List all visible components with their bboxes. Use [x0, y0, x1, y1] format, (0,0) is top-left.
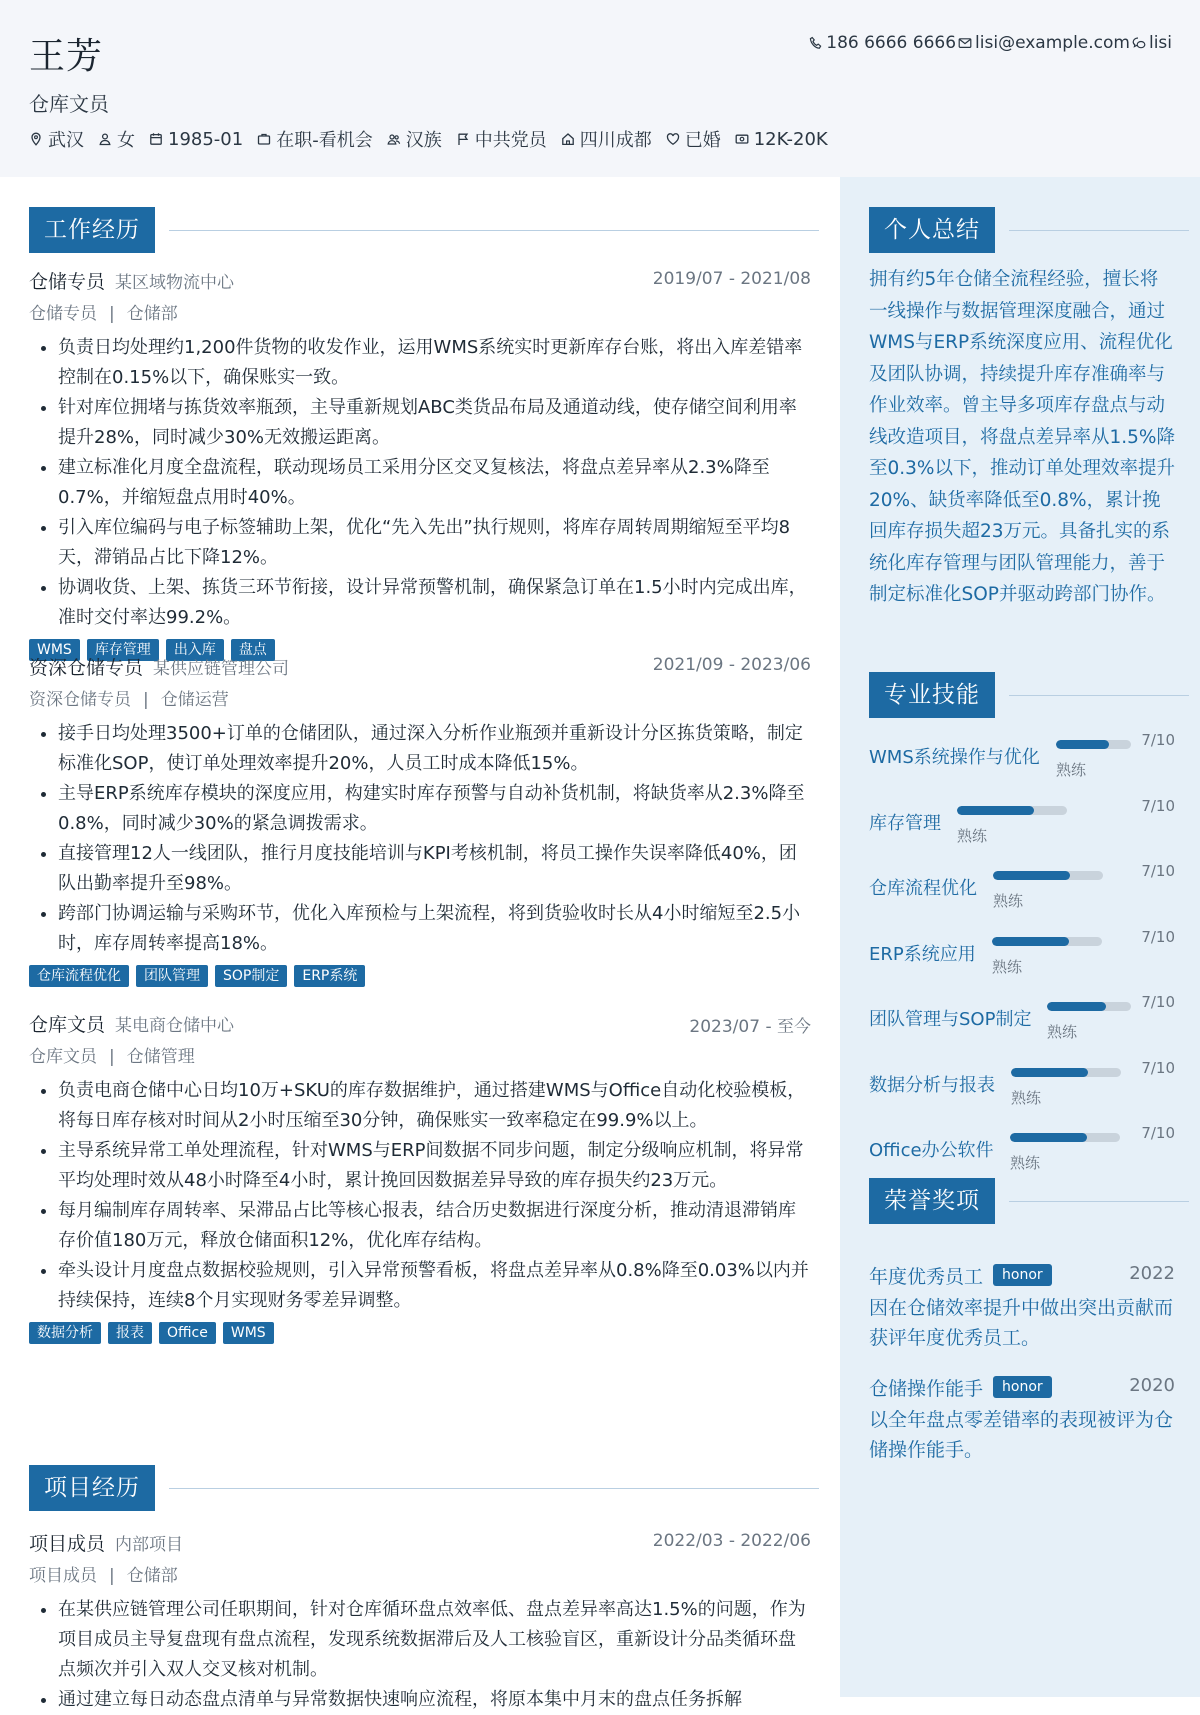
skills-heading: 专业技能 — [869, 672, 1189, 718]
skill-progress-bar — [992, 937, 1102, 946]
list-item: • 针对库位拥堵与拣货效率瓶颈，主导重新规划ABC类货品布局及通道动线，使存储空间利用率提升28%，同时减少30%无效搬运距离。 — [58, 393, 811, 453]
info-status: 在职-看机会 — [257, 126, 373, 152]
list-item: • 建立标准化月度全盘流程，联动现场员工采用分区交叉复核法，将盘点差异率从2.3%降至0.7%，并缩短盘点用时40%。 — [58, 453, 811, 513]
skill-progress-fill — [1047, 1002, 1106, 1011]
project-heading: 项目经历 — [29, 1465, 819, 1511]
award-name: 仓储操作能手 — [869, 1377, 984, 1400]
skill-name: 仓库流程优化 — [869, 878, 977, 899]
skill-level: 熟练 — [957, 826, 988, 845]
summary-text: 拥有约5年仓储全流程经验，擅长将一线操作与数据管理深度融合，通过WMS与ERP系统深度应用、流程优化及团队协调，持续提升库存准确率与作业效率。曾主导多项库存盘点与动线改造项目，将盘点差异率从1.5%降至0.3%以下，推动订单处理效率提升20%、缺货率降低至0.8%，累计挽回库存损失超23万元。具备扎实的系统化库存管理与团队管理能力，善于制定标准化SOP并驱动跨部门协作。 — [869, 269, 1176, 605]
skill-progress-bar — [993, 871, 1103, 880]
flag-icon — [456, 132, 470, 146]
award-desc: 因在仓储效率提升中做出突出贡献而获评年度优秀员工。 — [869, 1297, 1174, 1349]
skill-score: 7/10 — [1141, 927, 1175, 946]
tag: 团队管理 — [136, 965, 208, 987]
tag: 仓库流程优化 — [29, 965, 129, 987]
contact-email[interactable]: lisi@example.com — [958, 33, 1130, 53]
divider — [169, 230, 819, 231]
skill-item — [869, 862, 1175, 922]
project-entry — [29, 1529, 811, 1715]
award-year: 2020 — [1129, 1375, 1175, 1396]
skill-item — [869, 1059, 1175, 1119]
skill-name: 团队管理与SOP制定 — [869, 1009, 1032, 1030]
award-desc: 以全年盘点零差错率的表现被评为仓储操作能手。 — [869, 1409, 1174, 1461]
info-political: 中共党员 — [456, 126, 547, 152]
tag: ERP系统 — [294, 965, 365, 987]
project-company: 内部项目 — [115, 1535, 184, 1555]
job-company: 某电商仓储中心 — [115, 1016, 235, 1036]
job-entry — [29, 653, 811, 987]
contact-row — [809, 33, 1172, 53]
skill-level: 熟练 — [1010, 1154, 1041, 1172]
salary-icon — [735, 132, 749, 146]
job-bullets — [29, 1076, 811, 1316]
skill-score: 7/10 — [1141, 1124, 1175, 1142]
tag-list — [29, 1322, 811, 1344]
mail-icon — [958, 36, 972, 50]
project-bullets — [29, 1595, 811, 1715]
contact-phone[interactable]: 186 6666 6666 — [809, 33, 956, 53]
summary-heading: 个人总结 — [869, 207, 1189, 253]
sidebar — [840, 177, 1200, 1697]
award-item — [869, 1371, 1175, 1465]
skill-progress-fill — [993, 871, 1070, 880]
list-item: • 每月编制库存周转率、呆滞品占比等核心报表，结合历史数据进行深度分析，推动清退滞销库存价值180万元，释放仓储面积12%，优化库存结构。 — [58, 1196, 811, 1256]
divider — [1009, 695, 1189, 696]
skill-name: WMS系统操作与优化 — [869, 747, 1040, 768]
award-badge: honor — [993, 1376, 1052, 1398]
skill-progress-bar — [1047, 1002, 1131, 1011]
work-heading: 工作经历 — [29, 207, 819, 253]
list-item: • 在某供应链管理公司任职期间，针对仓库循环盘点效率低、盘点差异率高达1.5%的问题，作为项目成员主导复盘现有盘点流程，发现系统数据滞后及人工核验盲区，重新设计分品类循环盘点频次并引入双人交叉核对机制。 — [58, 1595, 811, 1685]
award-name: 年度优秀员工 — [869, 1265, 984, 1288]
job-company: 某区域物流中心 — [115, 273, 235, 293]
skill-progress-fill — [1056, 740, 1109, 749]
skill-name: ERP系统应用 — [869, 943, 976, 965]
skill-score: 7/10 — [1141, 993, 1175, 1011]
list-item: • 引入库位编码与电子标签辅助上架，优化“先入先出”执行规则，将库存周转周期缩短至平均8天，滞销品占比下降12%。 — [58, 513, 811, 573]
award-year: 2022 — [1129, 1263, 1175, 1284]
award-badge: honor — [993, 1264, 1052, 1286]
people-icon — [387, 132, 401, 146]
list-item: • 跨部门协调运输与采购环节，优化入库预检与上架流程，将到货验收时长从4小时缩短至2.5小时，库存周转率提高18%。 — [58, 899, 811, 959]
job-date: 2019/07 - 2021/08 — [652, 269, 811, 289]
job-company: 某供应链管理公司 — [153, 659, 290, 679]
skill-progress-fill — [1010, 1133, 1087, 1142]
tag: WMS — [29, 639, 80, 661]
skill-level: 熟练 — [993, 892, 1024, 910]
list-item: • 主导ERP系统库存模块的深度应用，构建实时库存预警与自动补货机制，将缺货率从2.3%降至0.8%，同时减少30%的紧急调拨需求。 — [58, 779, 811, 839]
wechat-icon — [1132, 36, 1146, 50]
divider — [1009, 230, 1189, 231]
skill-score: 7/10 — [1141, 862, 1175, 880]
skill-item — [869, 731, 1175, 791]
resume-header — [0, 0, 1200, 177]
skill-level: 熟练 — [1056, 761, 1087, 779]
skill-progress-fill — [992, 937, 1069, 946]
tag: 库存管理 — [87, 639, 159, 661]
list-item: • 通过建立每日动态盘点清单与异常数据快速响应流程，将原本集中月末的盘点任务拆解 — [58, 1685, 811, 1715]
calendar-icon — [149, 132, 163, 146]
list-item: • 负责电商仓储中心日均10万+SKU的库存数据维护，通过搭建WMS与Office自动化校验模板，将每日库存核对时间从2小时压缩至30分钟，确保账实一致率稳定在99.9%以上。 — [58, 1076, 811, 1136]
job-subtitle: 仓库文员 | 仓储管理 — [29, 1047, 195, 1067]
info-location: 武汉 — [29, 126, 84, 152]
candidate-name: 王芳 — [29, 36, 104, 77]
project-title: 项目成员 — [29, 1533, 106, 1555]
tag: 报表 — [108, 1322, 152, 1344]
phone-icon — [809, 36, 823, 50]
info-gender: 女 — [98, 126, 135, 152]
job-subtitle: 仓储专员 | 仓储部 — [29, 304, 178, 324]
job-bullets — [29, 719, 811, 959]
skill-progress-bar — [1056, 740, 1131, 749]
project-subtitle: 项目成员 | 仓储部 — [29, 1566, 178, 1586]
list-item: • 协调收货、上架、拣货三环节衔接，设计异常预警机制，确保紧急订单在1.5小时内完成出库，准时交付率达99.2%。 — [58, 573, 811, 633]
personal-info-row — [29, 126, 828, 152]
skill-score: 7/10 — [1141, 731, 1175, 749]
skill-level: 熟练 — [1011, 1088, 1042, 1107]
list-item: • 主导系统异常工单处理流程，针对WMS与ERP间数据不同步问题，制定分级响应机制，将异常平均处理时效从48小时降至4小时，累计挽回因数据差异导致的库存损失约23万元。 — [58, 1136, 811, 1196]
tag-list — [29, 965, 811, 987]
skill-progress-fill — [957, 806, 1034, 815]
tag: Office — [159, 1322, 216, 1344]
skill-level: 熟练 — [1047, 1023, 1078, 1041]
skill-name: 数据分析与报表 — [869, 1074, 995, 1096]
list-item: • 牵头设计月度盘点数据校验规则，引入异常预警看板，将盘点差异率从0.8%降至0.03%以内并持续保持，连续8个月实现财务零差异调整。 — [58, 1256, 811, 1316]
tag: 数据分析 — [29, 1322, 101, 1344]
job-title: 仓库文员 — [29, 1014, 106, 1036]
info-salary: 12K-20K — [735, 126, 828, 152]
job-entry — [29, 1010, 811, 1344]
award-item — [869, 1259, 1175, 1353]
info-marital: 已婚 — [666, 126, 721, 152]
skill-progress-bar — [957, 806, 1067, 815]
tag: 盘点 — [231, 639, 275, 661]
divider — [169, 1488, 819, 1489]
skill-progress-fill — [1011, 1068, 1088, 1077]
info-ethnicity: 汉族 — [387, 126, 442, 152]
person-icon — [98, 132, 112, 146]
job-title: 仓储专员 — [29, 271, 106, 293]
job-bullets — [29, 333, 811, 633]
awards-heading: 荣誉奖项 — [869, 1178, 1189, 1224]
list-item: • 接手日均处理3500+订单的仓储团队，通过深入分析作业瓶颈并重新设计分区拣货策略，制定标准化SOP，使订单处理效率提升20%，人员工时成本降低15%。 — [58, 719, 811, 779]
list-item: • 直接管理12人一线团队，推行月度技能培训与KPI考核机制，将员工操作失误率降低40%，团队出勤率提升至98%。 — [58, 839, 811, 899]
job-date: 2021/09 - 2023/06 — [652, 655, 811, 675]
location-icon — [29, 132, 43, 146]
job-title: 资深仓储专员 — [29, 657, 144, 679]
tag: WMS — [223, 1322, 274, 1344]
skill-score: 7/10 — [1141, 1058, 1175, 1077]
heart-icon — [666, 132, 680, 146]
briefcase-icon — [257, 132, 271, 146]
skill-item — [869, 928, 1175, 988]
home-icon — [561, 132, 575, 146]
tag: 出入库 — [166, 639, 224, 661]
project-date: 2022/03 - 2022/06 — [652, 1531, 811, 1551]
skill-name: 库存管理 — [869, 812, 941, 834]
info-birth: 1985-01 — [149, 126, 243, 152]
skill-progress-bar — [1011, 1068, 1121, 1077]
candidate-role: 仓库文员 — [29, 92, 109, 116]
job-date: 2023/07 - 至今 — [689, 1017, 811, 1037]
skill-level: 熟练 — [992, 957, 1023, 976]
job-entry — [29, 267, 811, 661]
skill-progress-bar — [1010, 1133, 1120, 1142]
contact-wechat[interactable]: lisi — [1132, 33, 1172, 53]
job-subtitle: 资深仓储专员 | 仓储运营 — [29, 690, 229, 710]
divider — [1009, 1201, 1189, 1202]
skill-item — [869, 993, 1175, 1053]
info-hometown: 四川成都 — [561, 126, 652, 152]
skill-item — [869, 1124, 1175, 1184]
skill-item — [869, 797, 1175, 857]
skill-score: 7/10 — [1141, 796, 1175, 815]
tag: SOP制定 — [215, 965, 287, 987]
list-item: • 负责日均处理约1,200件货物的收发作业，运用WMS系统实时更新库存台账，将出入库差错率控制在0.15%以下，确保账实一致。 — [58, 333, 811, 393]
skill-name: Office办公软件 — [869, 1140, 994, 1161]
